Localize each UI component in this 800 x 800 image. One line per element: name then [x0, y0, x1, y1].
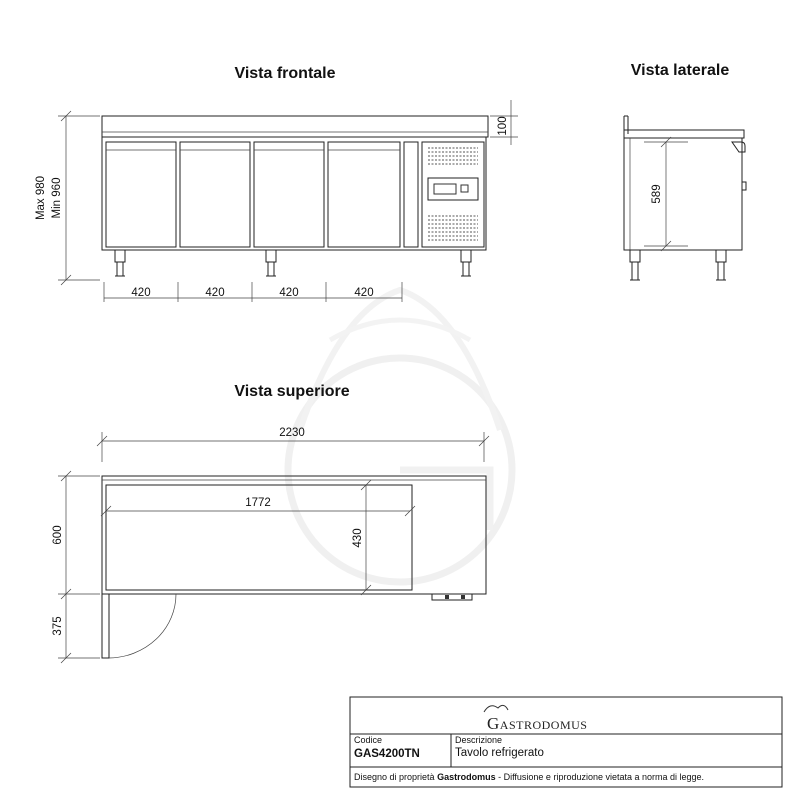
total-length-label: 2230 [279, 427, 305, 439]
height-min-label: Min 960 [51, 177, 63, 219]
door-width-4: 420 [354, 287, 374, 299]
footer-suffix: - Diffusione e riproduzione vietata a norma di legge. [495, 772, 705, 782]
inner-depth-label: 430 [352, 528, 364, 548]
footer-prefix: Disegno di proprietà [354, 772, 438, 782]
front-height-dimension [35, 111, 100, 285]
title-block [350, 697, 782, 787]
front-doors [106, 142, 418, 247]
inner-length-label: 1772 [245, 497, 271, 509]
front-feet [115, 250, 471, 276]
description-label: Descrizione [455, 735, 503, 745]
height-max-label: Max 980 [35, 175, 47, 221]
worktop-thickness-dimension [490, 100, 518, 145]
compressor-unit [422, 142, 484, 247]
brand-name: Gastrodomus [487, 714, 588, 733]
depth-label: 600 [52, 525, 64, 545]
door-width-dimensions [104, 282, 402, 302]
door-swing-label: 375 [52, 616, 64, 636]
front-view-title: Vista frontale [234, 65, 336, 82]
door-width-3: 420 [279, 287, 299, 299]
code-value: GAS4200TN [354, 748, 420, 760]
footer-notice [354, 772, 704, 782]
front-view [35, 100, 518, 302]
side-inner-height-label: 589 [651, 184, 663, 204]
door-width-1: 420 [131, 287, 151, 299]
side-view [624, 116, 746, 280]
gastrodomus-logo [484, 705, 587, 733]
worktop-thickness-label: 100 [497, 116, 509, 136]
top-view [52, 427, 489, 663]
description-value: Tavolo refrigerato [455, 747, 544, 759]
door-width-2: 420 [205, 287, 225, 299]
door-swing [102, 594, 176, 658]
footer-brand: Gastrodomus [437, 772, 496, 782]
top-view-title: Vista superiore [234, 383, 350, 400]
side-view-title: Vista laterale [630, 62, 730, 79]
code-label: Codice [354, 735, 383, 745]
watermark-logo [288, 290, 512, 582]
